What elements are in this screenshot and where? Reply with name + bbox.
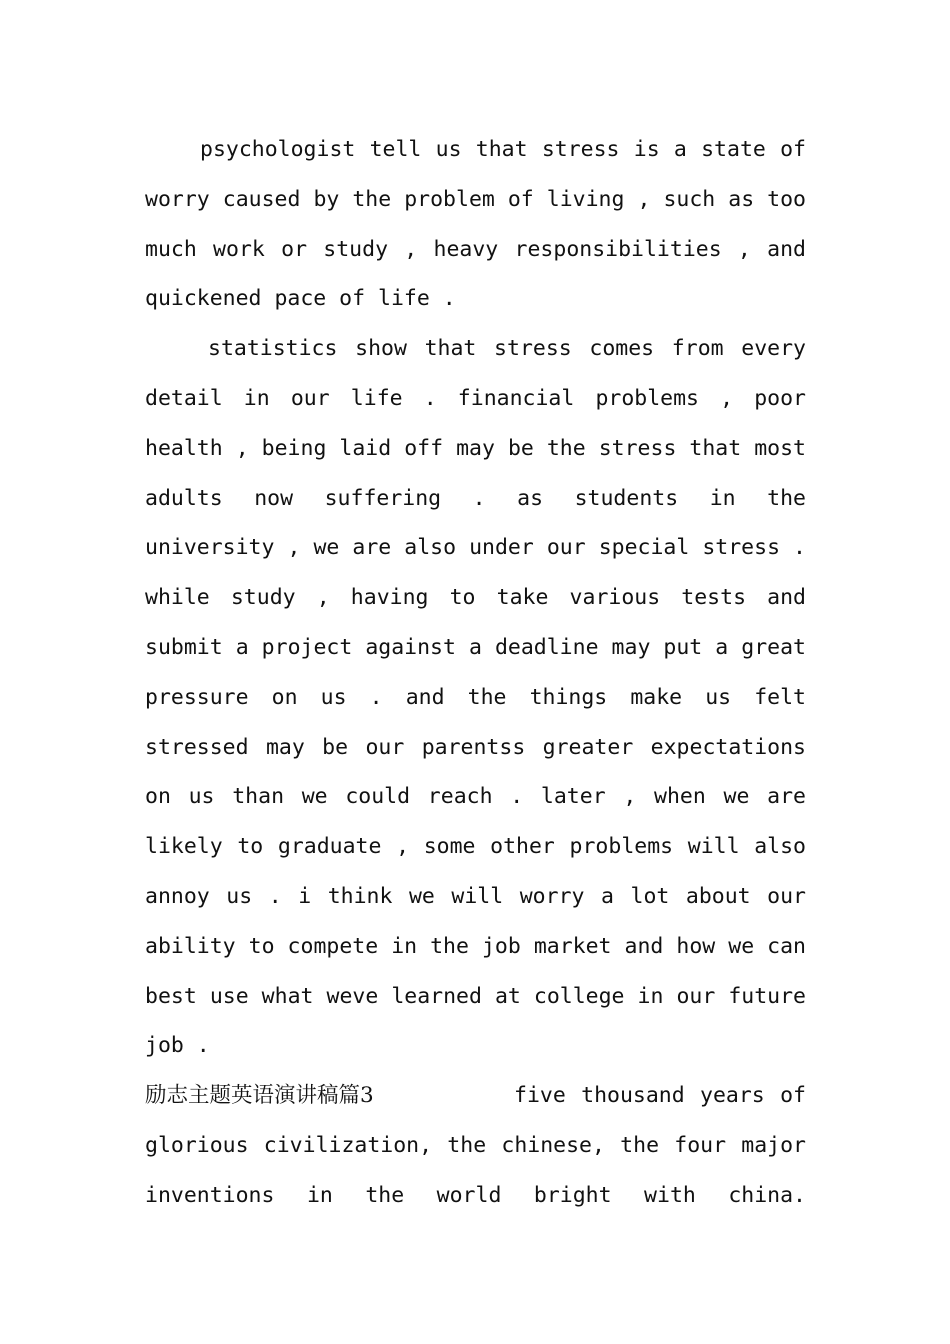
text-line: worry caused by the problem of living , such as too [145, 186, 806, 212]
text-line: stressed may be our parentss greater expectations [145, 734, 806, 760]
text-line: adults now suffering . as students in the [145, 485, 806, 511]
text-line: psychologist tell us that stress is a state of [200, 137, 806, 162]
text-line: likely to graduate , some other problems will also [145, 834, 806, 860]
text-line: much work or study , heavy responsibilities , and [145, 236, 806, 262]
text-line: submit a project against a deadline may put a great [145, 634, 806, 660]
text-line: inventions in the world bright with china. [145, 1182, 806, 1208]
document-body [145, 125, 806, 1221]
text-line: university , we are also under our special stress . [145, 535, 806, 561]
text-line: health , being laid off may be the stress that most [145, 435, 806, 461]
text-line: detail in our life . financial problems , poor [145, 385, 806, 411]
text-line: best use what weve learned at college in our future [145, 983, 806, 1009]
text-line: pressure on us . and the things make us felt [145, 684, 806, 710]
section-heading: 励志主题英语演讲稿篇3 [145, 1083, 374, 1109]
text-line: annoy us . i think we will worry a lot about our [145, 883, 806, 909]
text-line: five thousand years of [514, 1083, 806, 1109]
heading-line [145, 1071, 806, 1121]
text-line: ability to compete in the job market and how we can [145, 933, 806, 959]
text-line: glorious civilization, the chinese, the four major [145, 1132, 806, 1158]
text-line: job . [145, 1033, 210, 1059]
text-line: on us than we could reach . later , when we are [145, 784, 806, 810]
text-line: quickened pace of life . [145, 286, 456, 312]
text-line: statistics show that stress comes from every [208, 336, 806, 362]
text-line: while study , having to take various tests and [145, 585, 806, 611]
